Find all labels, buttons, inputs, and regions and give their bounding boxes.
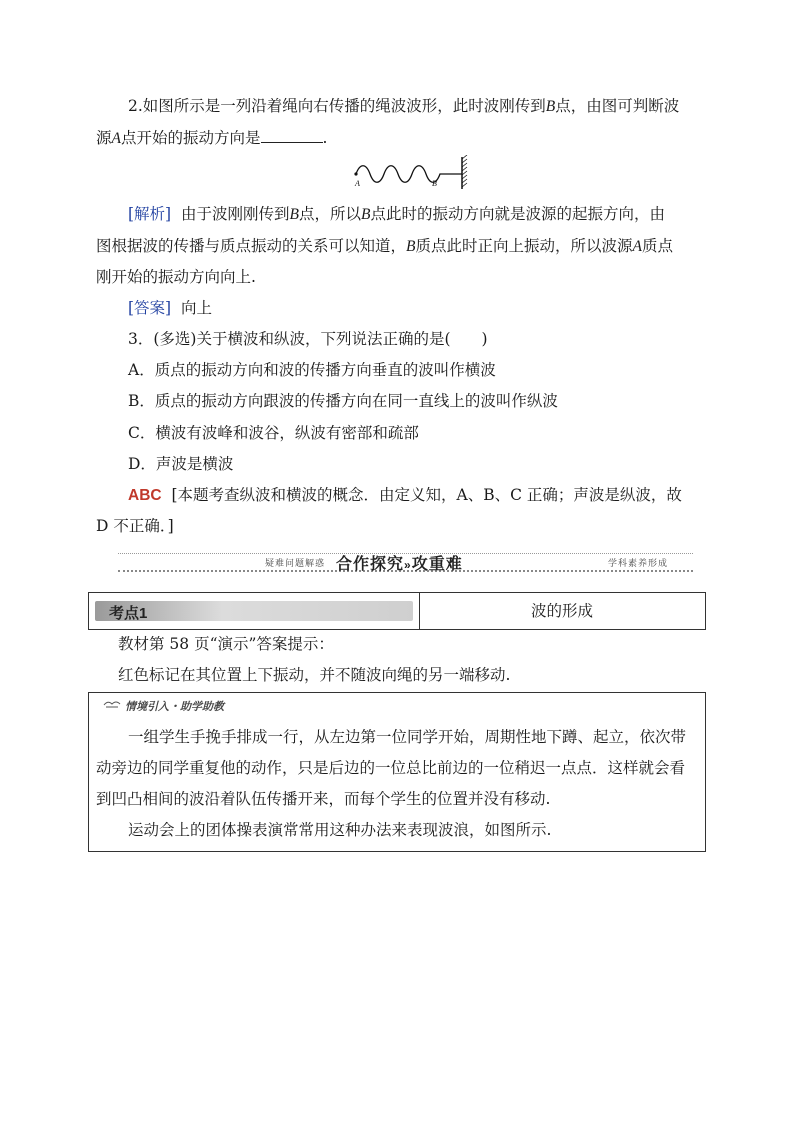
q3-option-d: D．声波是横波 [128, 455, 234, 473]
q2-line1: 2.如图所示是一列沿着绳向右传播的绳波波形，此时波刚传到B点，由图可判断波 [128, 97, 680, 115]
q3-stem: 3．(多选)关于横波和纵波，下列说法正确的是( ) [128, 330, 488, 348]
q3-explain-line1: ABC [本题考查纵波和横波的概念．由定义知，A、B、C 正确；声波是纵波，故 [128, 486, 682, 504]
context-p1-line2: 动旁边的同学重复他的动作，只是后边的一位总比前边的一位稍迟一点点．这样就会看 [96, 759, 686, 777]
kaodian-title: 波的形成 [530, 602, 593, 620]
textbook-hint-title: 教材第 58 页“演示”答案提示： [118, 635, 334, 653]
jiexi-line2: 图根据波的传播与质点振动的关系可以知道，B质点此时正向上振动，所以波源A质点 [96, 237, 673, 255]
jiexi-line1: [解析] 由于波刚刚传到B点，所以B点此时的振动方向就是波源的起振方向，由 [128, 205, 665, 223]
q3-option-a: A．质点的振动方向和波的传播方向垂直的波叫作横波 [128, 361, 496, 379]
q3-option-b: B．质点的振动方向跟波的传播方向在同一直线上的波叫作纵波 [128, 392, 558, 410]
section-banner [118, 548, 693, 574]
daan-line: [答案] 向上 [128, 299, 212, 317]
banner-suffix: 学科素养形成 [608, 559, 669, 569]
jiexi-tag: [解析] [128, 205, 172, 223]
daan-tag: [答案] [128, 299, 172, 317]
q3-option-c: C．横波有波峰和波谷，纵波有密部和疏部 [128, 424, 419, 442]
rope-wave-figure [350, 155, 475, 191]
kaodian-label: 考点1 [95, 601, 413, 621]
context-p1-line3: 到凹凸相间的波沿着队伍传播开来，而每个学生的位置并没有移动. [96, 790, 551, 808]
label-a: A [355, 179, 360, 188]
jiexi-line3: 刚开始的振动方向向上. [96, 268, 256, 286]
context-header: 情境引入・助学助教 [125, 701, 224, 713]
textbook-hint-answer: 红色标记在其位置上下振动，并不随波向绳的另一端移动. [118, 666, 511, 684]
banner-title: 合作探究»攻重难 [336, 556, 463, 573]
context-p1-line1: 一组学生手挽手排成一行，从左边第一位同学开始，周期性地下蹲、起立，依次带 [128, 728, 687, 746]
wave-curve [356, 166, 462, 183]
answer-blank [261, 128, 323, 143]
handshake-icon [103, 699, 121, 709]
q3-answer: ABC [128, 487, 162, 504]
banner-prefix: 疑难问题解惑 [265, 559, 326, 569]
point-a-dot [354, 172, 357, 175]
context-p2: 运动会上的团体操表演常常用这种办法来表现波浪，如图所示. [128, 821, 552, 839]
q2-line2: 源A点开始的振动方向是 . [96, 129, 328, 147]
label-b: B [432, 179, 437, 188]
q3-explain-line2: D 不正确．] [96, 517, 174, 535]
kaodian-table [88, 592, 706, 630]
